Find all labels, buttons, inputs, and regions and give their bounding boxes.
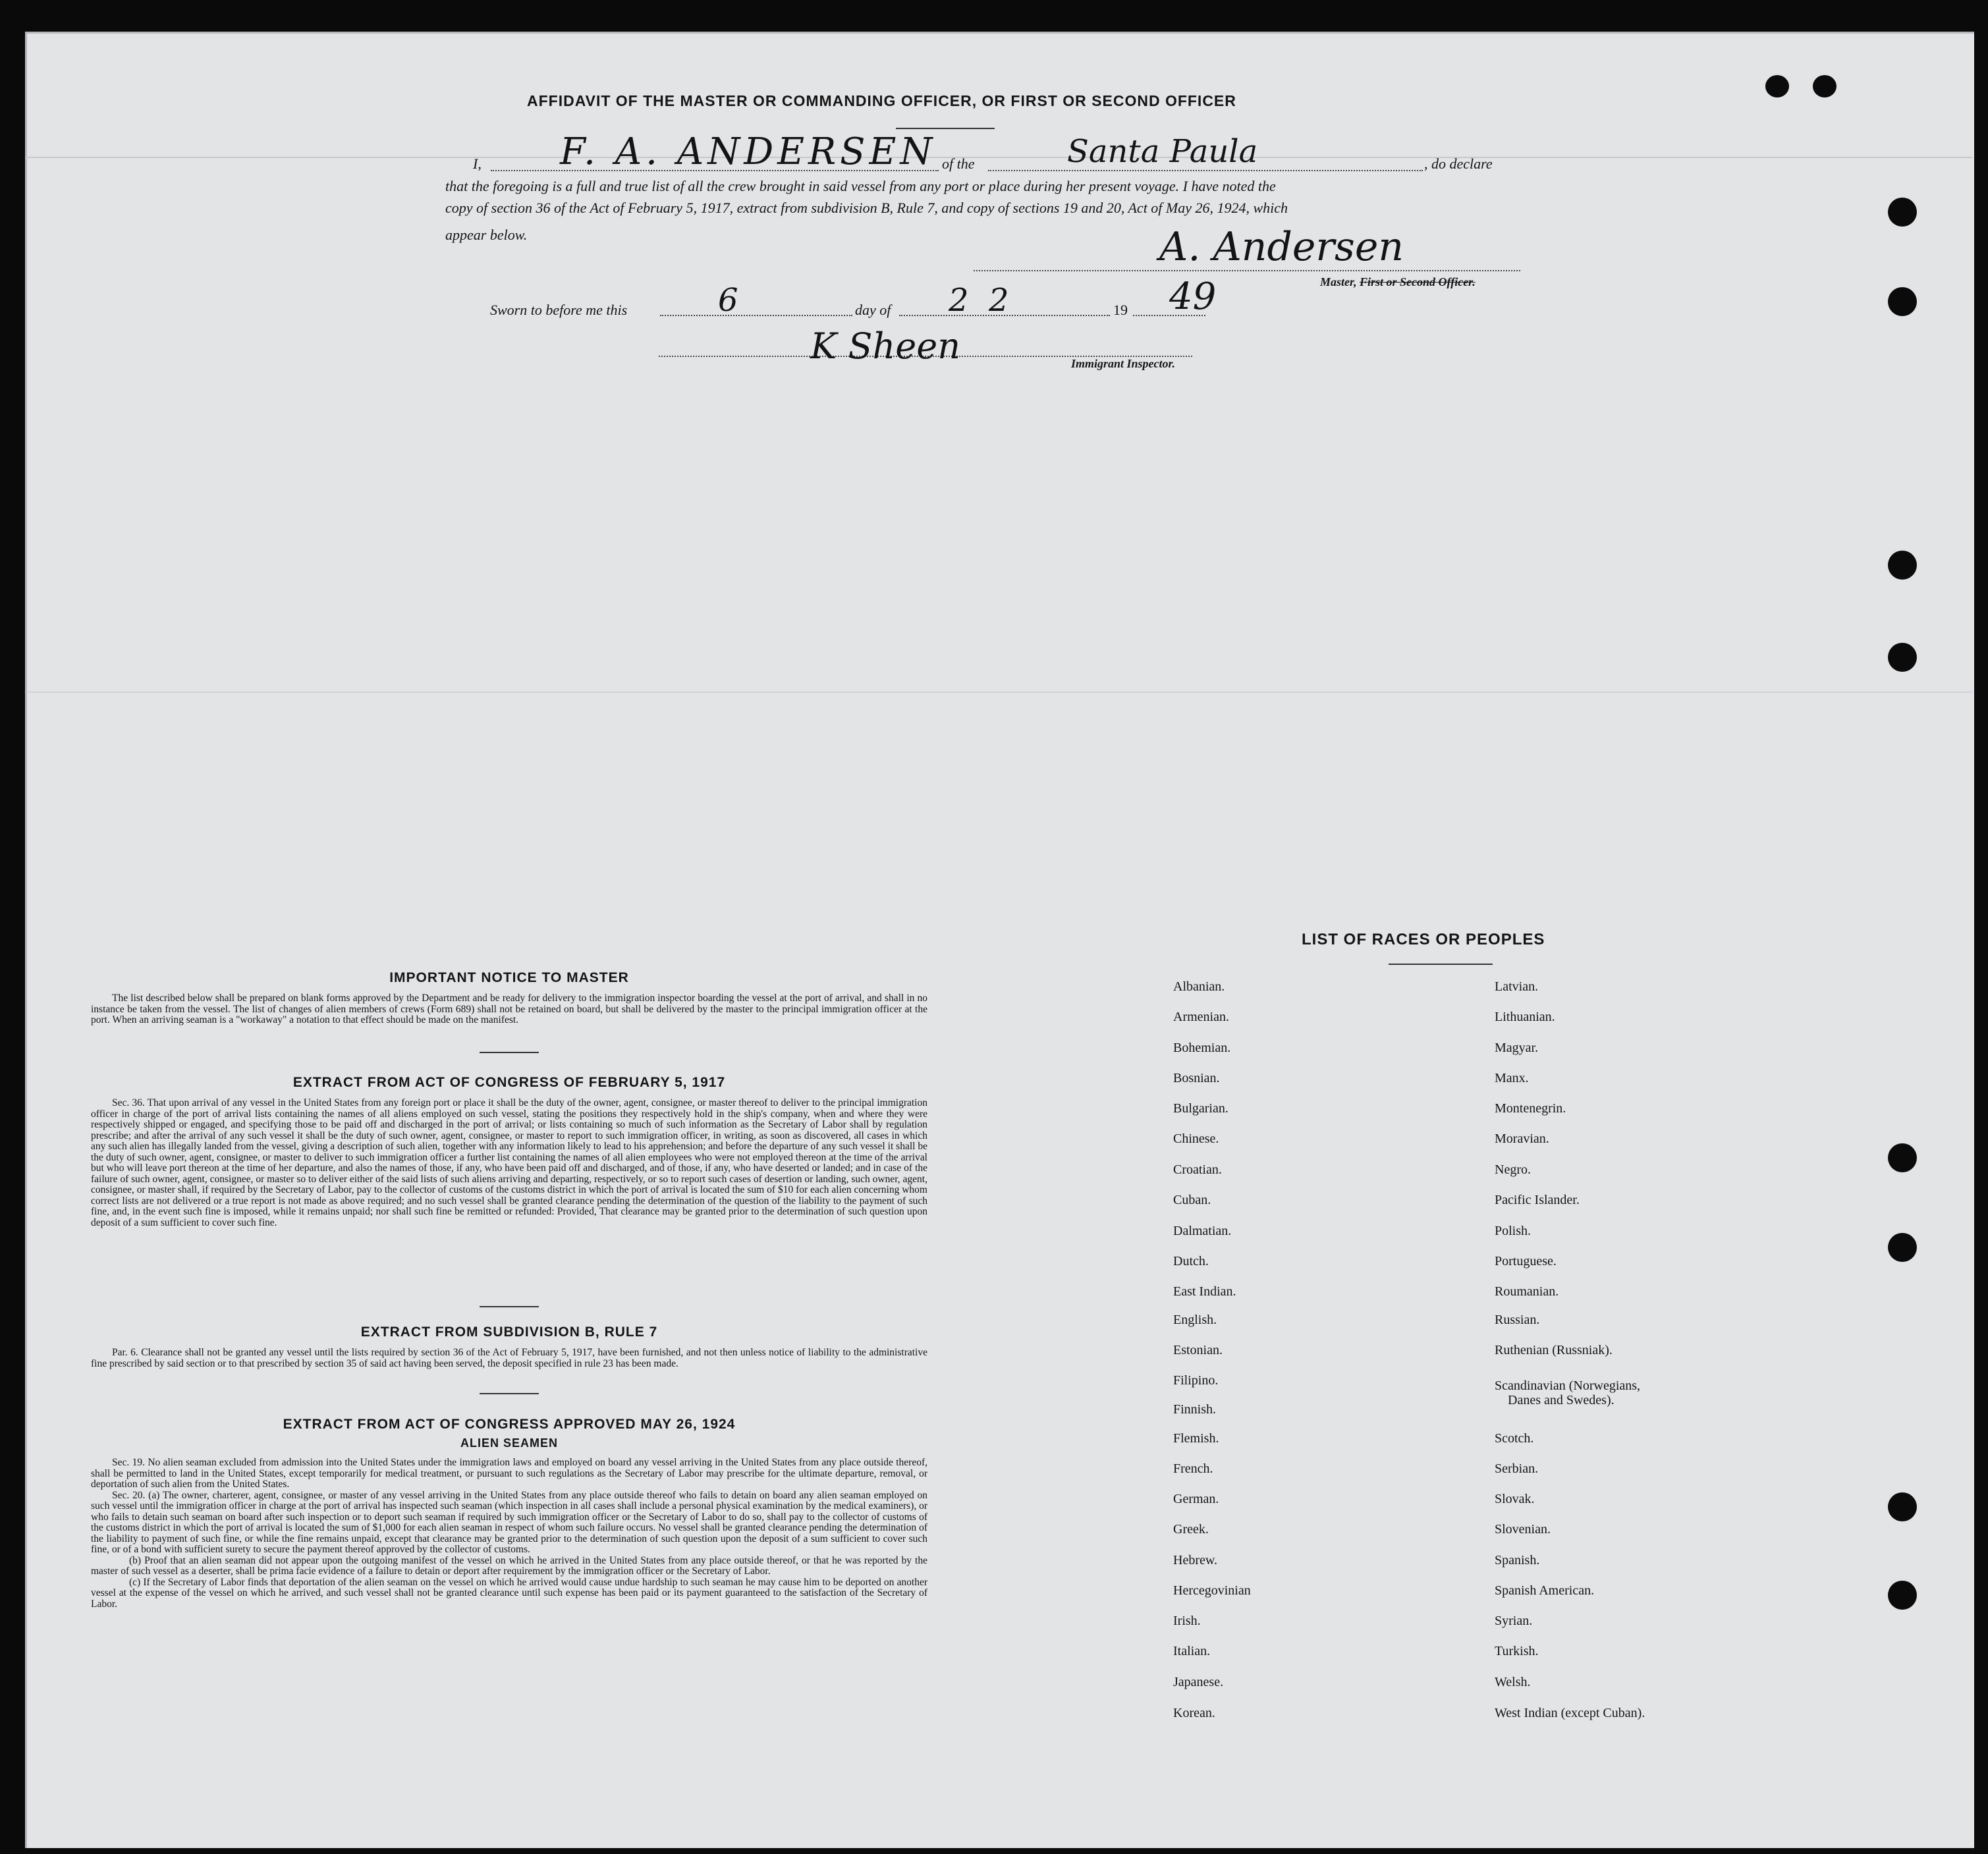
notice-text: The list described below shall be prepared on blank forms approved by the Department and be ready for delivery to the immigration inspector boarding the vessel at the port of arrival, and shall in no instance be taken from the vessel. The list of changes of alien members of crews (Form 689) shall not be retained on board, but shall be delivered by the master to the principal immigration officer at the port. When an arriving seaman is a "workaway" a notation to that effect should be made on the manifest. [91, 993, 927, 1025]
race-item: Chinese. [1173, 1131, 1219, 1146]
inspector-label: Immigrant Inspector. [1071, 357, 1176, 370]
race-item: German. [1173, 1492, 1219, 1506]
race-item: Negro. [1495, 1162, 1531, 1177]
vessel-name-handwritten: Santa Paula [1067, 133, 1258, 170]
binder-hole [1765, 75, 1789, 97]
notice-title: IMPORTANT NOTICE TO MASTER [389, 970, 629, 985]
race-item: Spanish American. [1495, 1583, 1595, 1598]
binder-hole [1888, 198, 1917, 227]
race-item: Scotch. [1495, 1431, 1534, 1446]
race-item: Hercegovinian [1173, 1583, 1251, 1598]
race-item: Lithuanian. [1495, 1010, 1555, 1024]
year-suffix: 49 [1169, 275, 1217, 318]
race-item: Bulgarian. [1173, 1101, 1229, 1116]
race-item: Estonian. [1173, 1343, 1223, 1357]
section-rule [480, 1306, 539, 1307]
race-item: Magyar. [1495, 1041, 1539, 1055]
binder-hole [1813, 75, 1836, 97]
race-item: Hebrew. [1173, 1553, 1218, 1568]
alien-seamen-subtitle: ALIEN SEAMEN [460, 1436, 558, 1450]
race-item: Finnish. [1173, 1402, 1217, 1417]
binder-hole [1888, 551, 1917, 580]
fold-line [25, 692, 1972, 693]
extract-rule7-text: Par. 6. Clearance shall not be granted any vessel until the lists required by section 36 of the Act of February 5, 1917, have been furnished, and not then unless notice of liability to the administrative fine prescribed by said section or to that prescribed by section 35 of said act having been served, the deposit specified in rule 23 has been made. [91, 1347, 927, 1369]
title-rule [896, 128, 995, 129]
sec-20a-text: Sec. 20. (a) The owner, charterer, agent, consignee, or master of any vessel arriving in the United States from any place outside thereof who fails to detain on board any alien seaman employed on such vessel until the immigration officer in charge at the port of arrival has inspected such seaman (which inspection in all cases shall include a personal physical examination by the medical examiners), or who fails to detain such seaman on board after such inspection or to deport such seaman if required by such immigration officer or the Secretary of Labor to do so, shall pay to the collector of customs of the customs district in which the port of arrival is located the sum of $1,000 for each alien seaman in respect of whom such failure occurs. No vessel shall be granted clearance pending the determination of the liability to payment of such fine, or while the fine remains unpaid, except that clearance may be granted prior to the determination of such question upon the deposit of a sum sufficient to cover such fine, or of a bond with sufficient surety to secure the payment thereof approved by the collector of customs. [91, 1489, 927, 1555]
extract-1924-body [91, 1458, 927, 1610]
race-item: Portuguese. [1495, 1254, 1557, 1268]
race-item: Slovak. [1495, 1492, 1535, 1506]
race-item: Danes and Swedes). [1508, 1393, 1615, 1407]
race-item: Croatian. [1173, 1162, 1222, 1177]
race-item: West Indian (except Cuban). [1495, 1706, 1645, 1720]
race-item: English. [1173, 1313, 1217, 1327]
race-item: Syrian. [1495, 1614, 1533, 1628]
inspector-signature: K Sheen [810, 325, 960, 367]
race-item: Roumanian. [1495, 1284, 1559, 1299]
signature-line [974, 270, 1520, 271]
race-item: Turkish. [1495, 1644, 1539, 1658]
race-item: Greek. [1173, 1522, 1209, 1537]
i-label: I, [473, 155, 482, 172]
sworn-month: 2 2 [949, 282, 1009, 319]
race-item: Moravian. [1495, 1131, 1549, 1146]
of-the-label: of the [942, 155, 975, 172]
sworn-day-line [660, 315, 852, 316]
race-item: Flemish. [1173, 1431, 1219, 1446]
sec-20b-text: (b) Proof that an alien seaman did not appear upon the outgoing manifest of the vessel on which he arrived in the United States from any place outside thereof, or that he was reported by the master of such vessel as a deserter, shall be prima facie evidence of a failure to detain or deport after requirement by the immigration officer or the Secretary of Labor. [91, 1554, 927, 1577]
officer-struck: First or Second Officer. [1360, 275, 1476, 288]
binder-hole [1888, 287, 1917, 316]
section-rule [480, 1393, 539, 1394]
race-item: Slovenian. [1495, 1522, 1551, 1537]
affidavit-title: AFFIDAVIT OF THE MASTER OR COMMANDING OFFICER, OR FIRST OR SECOND OFFICER [527, 92, 1236, 109]
binder-hole [1888, 643, 1917, 672]
extract-1917-text: Sec. 36. That upon arrival of any vessel in the United States from any foreign port or place it shall be the duty of the owner, agent, consignee, or master thereof to deliver to the principal immigration officer in charge of the port of arrival lists containing the names of all aliens employed on such vessel, stating the positions they respectively hold in the ship's company, when and where they were respectively shipped or engaged, and specifying those to be paid off and discharged in the port of arrival; or lists containing so much of such information as the Secretary of Labor shall by regulation prescribe; and after the arrival of any such vessel it shall be the duty of such owner, agent, consignee, or master to report to such immigration officer, in writing, as soon as discovered, all cases in which any such alien has illegally landed from the vessel, giving a description of such alien, together with any information likely to lead to his apprehension; and before the departure of any such vessel it shall be the duty of such owner, agent, consignee, or master to deliver to such immigration officer a further list containing the names of all alien employees who were not employed thereon at the time of the arrival but who will leave port thereon at the time of her departure, and also the names of those, if any, who have been paid off and discharged, and of those, if any, who have deserted or landed; and in case of the failure of such owner, agent, consignee, or master so to deliver either of the said lists of such aliens arriving and departing, respectively, or so to report such cases of desertion or landing, such owner, agent, consignee, or master shall, if required by the Secretary of Labor, pay to the collector of customs of the customs district in which the port of arrival is located the sum of $10 for each alien concerning whom correct lists are not delivered or a true report is not made as above required; and no such vessel shall be granted clearance pending the determination of the question of the liability to the payment of such fine, and, in the event such fine is imposed, while it remains unpaid; nor shall such fine be remitted or refunded: Provided, That clearance may be granted prior to the determination of such question upon deposit of a sum sufficient to cover such fine. [91, 1097, 927, 1228]
race-item: French. [1173, 1461, 1213, 1476]
race-item: Dalmatian. [1173, 1224, 1232, 1238]
year-prefix: 19 [1113, 302, 1128, 318]
master-title [1320, 275, 1476, 289]
race-item: Armenian. [1173, 1010, 1229, 1024]
race-item: Dutch. [1173, 1254, 1209, 1268]
sworn-day: 6 [718, 282, 738, 319]
fold-line [25, 157, 1972, 158]
race-item: Russian. [1495, 1313, 1540, 1327]
race-item: Italian. [1173, 1644, 1211, 1658]
race-item: Latvian. [1495, 979, 1539, 994]
race-item: Welsh. [1495, 1675, 1531, 1689]
extract-rule7-title: EXTRACT FROM SUBDIVISION B, RULE 7 [360, 1324, 658, 1340]
sec-20c-text: (c) If the Secretary of Labor finds that deportation of the alien seaman on the vessel on which he arrived would cause undue hardship to such seaman he may cause him to be deported on another vessel at the expense of the vessel on which he arrived, and such vessel shall not be granted clearance until such expense has been paid or its payment guaranteed to the satisfaction of the Secretary of Labor. [91, 1576, 927, 1610]
race-item: Bosnian. [1173, 1071, 1220, 1085]
races-title: LIST OF RACES OR PEOPLES [1302, 931, 1545, 948]
binder-hole [1888, 1143, 1917, 1172]
sworn-label: Sworn to before me this [490, 302, 628, 318]
races-title-rule [1389, 964, 1493, 965]
race-item: Japanese. [1173, 1675, 1224, 1689]
race-item: Filipino. [1173, 1373, 1219, 1388]
binder-hole [1888, 1233, 1917, 1262]
affidavit-line-2: that the foregoing is a full and true list of all the crew brought in said vessel from any port or place during her present voyage. I have noted the [445, 178, 1276, 194]
affidavit-line-4: appear below. [445, 227, 528, 243]
race-item: Irish. [1173, 1614, 1201, 1628]
race-item: Manx. [1495, 1071, 1529, 1085]
race-item: Spanish. [1495, 1553, 1540, 1568]
master-label: Master, [1320, 275, 1357, 288]
race-item: Ruthenian (Russniak). [1495, 1343, 1613, 1357]
race-item: Bohemian. [1173, 1041, 1231, 1055]
race-item: Scandinavian (Norwegians, [1495, 1378, 1641, 1393]
race-item: Montenegrin. [1495, 1101, 1566, 1116]
extract-1924-title: EXTRACT FROM ACT OF CONGRESS APPROVED MAY 26, 1924 [283, 1417, 736, 1432]
section-rule [480, 1052, 539, 1053]
sec-19-text: Sec. 19. No alien seaman excluded from admission into the United States under the immigration laws and employed on board any vessel arriving in the United States from any place outside thereof, shall be permitted to land in the United States, except temporarily for medical treatment, or pursuant to such regulations as the Secretary of Labor may prescribe for the ultimate departure, removal, or deportation of such alien from the United States. [91, 1457, 927, 1490]
master-name-handwritten: F. A. ANDERSEN [560, 130, 937, 173]
race-item: Albanian. [1173, 979, 1225, 994]
race-item: Polish. [1495, 1224, 1532, 1238]
day-of-label: day of [855, 302, 891, 318]
race-item: Serbian. [1495, 1461, 1539, 1476]
race-item: Pacific Islander. [1495, 1193, 1580, 1207]
extract-1917-title: EXTRACT FROM ACT OF CONGRESS OF FEBRUARY 5, 1917 [292, 1075, 726, 1090]
affidavit-line-3: copy of section 36 of the Act of February 5, 1917, extract from subdivision B, Rule 7, and copy of sections 19 and 20, Act of May 26, 1924, which [445, 200, 1288, 216]
master-signature: A. Andersen [1159, 224, 1404, 270]
race-item: Korean. [1173, 1706, 1215, 1720]
binder-hole [1888, 1581, 1917, 1610]
binder-hole [1888, 1492, 1917, 1521]
do-declare: , do declare [1424, 155, 1493, 172]
race-item: East Indian. [1173, 1284, 1236, 1299]
vessel-name-line [988, 170, 1423, 171]
race-item: Cuban. [1173, 1193, 1211, 1207]
